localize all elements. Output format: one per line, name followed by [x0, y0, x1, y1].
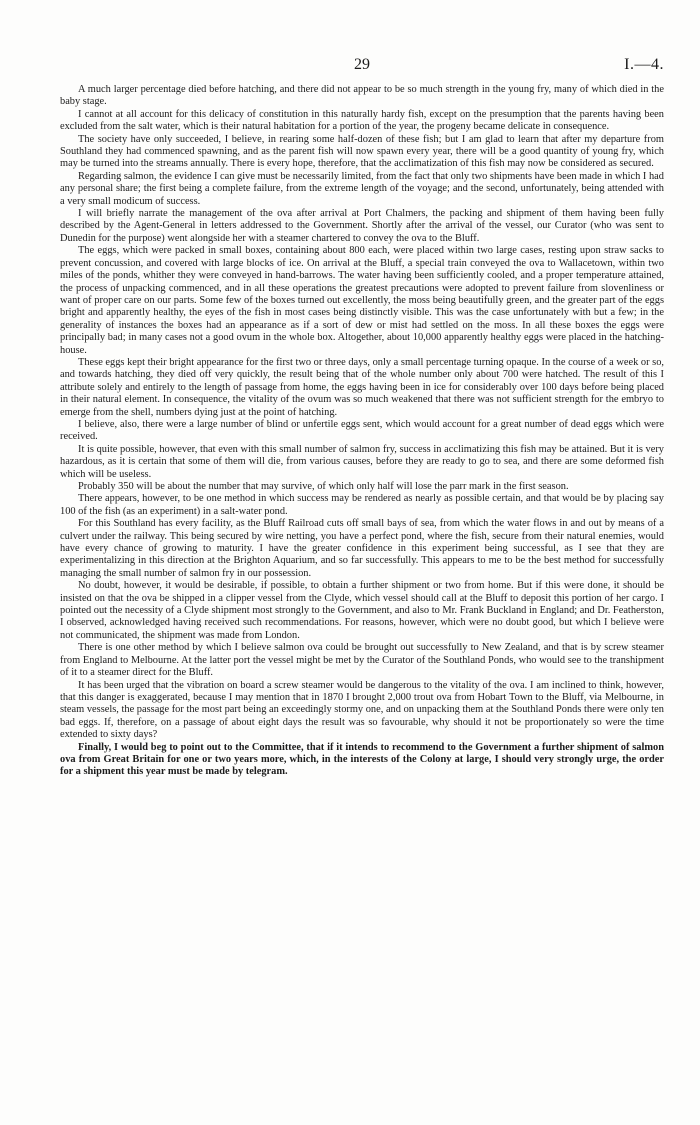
document-reference: I.—4.: [624, 56, 664, 73]
paragraph: The society have only succeeded, I believe, in rearing some half-dozen of these fish; but I am glad to learn that after my departure from Southland they had commenced spawning, and as the parent fish will now spawn every year, there will be a good quantity of young fry, which may be turned into the streams annually. There is every hope, therefore, that the acclimatization of this fish may now be considered as secured.: [60, 133, 664, 170]
paragraph: For this Southland has every facility, as the Bluff Railroad cuts off small bays of sea, from which the water flows in and out by means of a culvert under the railway. This being secured by wire netting, you have a perfect pond, where the fish, secure from their natural enemies, would have every chance of growing to maturity. I have the greater confidence in this experiment being successful, as I see that they are experimentalizing in this direction at the Brighton Aquarium, and so far successfully. This appears to me to be the best method for successfully managing the small number of salmon fry in our possession.: [60, 518, 664, 579]
paragraph: I believe, also, there were a large number of blind or unfertile eggs sent, which would account for a great number of dead eggs which were received.: [60, 418, 664, 443]
paragraph: Regarding salmon, the evidence I can give must be necessarily limited, from the fact that only two shipments have been made in which I had any personal share; the first being a complete failure, from the extreme length of the voyage; and the second, unfortunately, being attended with a very small modicum of success.: [60, 170, 664, 207]
paragraph: Probably 350 will be about the number that may survive, of which only half will lose the parr mark in the first season.: [78, 481, 569, 492]
paragraph: There is one other method by which I believe salmon ova could be brought out successfully to New Zealand, and that is by screw steamer from England to Melbourne. At the latter port the vessel might be met by the Curator of the Southland Ponds, who would see to the transhipment of it to a steamer direct for the Bluff.: [60, 642, 664, 679]
paragraph: No doubt, however, it would be desirable, if possible, to obtain a further shipment or two from home. But if this were done, it should be insisted on that the ova be shipped in a clipper vessel from the Clyde, which vessel should call at the Bluff to deposit this portion of her cargo. I pointed out the necessity of a Clyde shipment most strongly to the Government, and also to Mr. Frank Buckland in England; and Dr. Featherston, I observed, acknowledged having received such recommendations. For reasons, however, which were no doubt good, but which I believe were not communicated, the shipment was made from London.: [60, 580, 665, 641]
report-body: [60, 84, 664, 779]
paragraph: The eggs, which were packed in small boxes, containing about 800 each, were placed within two large cases, resting upon straw sacks to prevent concussion, and covered with large blocks of ice. On arrival at the Bluff, a special train conveyed the ova to Wallacetown, within two miles of the ponds, whither they were conveyed in hand-barrows. The water having been sufficiently cooled, and a proper temperature attained, the process of unpacking commenced, and in all these operations the greatest precautions were adopted to prevent failure from slovenliness or want of proper care on our parts. Some few of the boxes turned out excellently, the moss being beautifully green, and the greater part of the eggs bright and apparently healthy, the eyes of the fish in most cases being distinctly visible. This was the case unfortunately with but a few; in the generality of instances the boxes had an appearance as if a sort of dew or mist had settled on the moss. In all these boxes the eggs were principally bad; in many cases not a good ovum in the whole box. Altogether, about 10,000 apparently healthy eggs were placed in the hatching-house.: [60, 245, 664, 356]
paragraph: I will briefly narrate the management of the ova after arrival at Port Chalmers, the packing and shipment of them having been fully described by the Agent-General in letters addressed to the Government. Shortly after the arrival of the vessel, our Curator (who was sent to Dunedin for the purpose) went alongside her with a steamer chartered to convey the ova to the Bluff.: [60, 208, 664, 244]
paragraph: A much larger percentage died before hatching, and there did not appear to be so much strength in the young fry, many of which died in the baby stage.: [60, 84, 664, 108]
page-number: 29: [354, 56, 370, 73]
paragraph: I cannot at all account for this delicacy of constitution in this naturally hardy fish, except on the presumption that the parents having been excluded from the salt water, which is their natural habitation for a portion of the year, the progeny became delicate in consequence.: [60, 108, 664, 133]
page-header: [60, 56, 664, 76]
closing-paragraph: Finally, I would beg to point out to the Committee, that if it intends to recommend to the Government a further shipment of salmon ova from Great Britain for one or two years more, which, in the interests of the Colony at large, I should very strongly urge, the order for a shipment this year must be made by telegram.: [60, 741, 664, 778]
paragraph: There appears, however, to be one method in which success may be rendered as nearly as possible certain, and that would be by placing say 100 of the fish (as an experiment) in a salt-water pond.: [60, 493, 664, 517]
paragraph: It is quite possible, however, that even with this small number of salmon fry, success in acclimatizing this fish may be attained. But it is very hazardous, as it is certain that some of them will die, from various causes, before they are ready to go to sea, and there are some deformed fish which will be useless.: [60, 443, 664, 480]
paragraph: These eggs kept their bright appearance for the first two or three days, only a small percentage turning opaque. In the course of a week or so, and towards hatching, they died off very quickly, the result being that of the whole number only about 700 were hatched. The result of this I attribute solely and entirely to the length of passage from home, the eggs having been in ice for considerably over 100 days before being placed in their natural element. In consequence, the vitality of the ovum was so much weakened that there was not sufficient strength for the embryo to emerge from the shell, numbers dying just at the point of hatching.: [60, 356, 664, 418]
paragraph: It has been urged that the vibration on board a screw steamer would be dangerous to the vitality of the ova. I am inclined to think, however, that this danger is exaggerated, because I may mention that in 1870 I brought 2,000 trout ova from Hobart Town to the Bluff, via Melbourne, in steam vessels, the passage for the most part being an exceedingly stormy one, and on unpacking them at the Southland Ponds there were only ten bad eggs. If, therefore, on a passage of about eight days the result was so favourable, why should it not be proportionately so were the time extended to sixty days?: [60, 679, 664, 741]
